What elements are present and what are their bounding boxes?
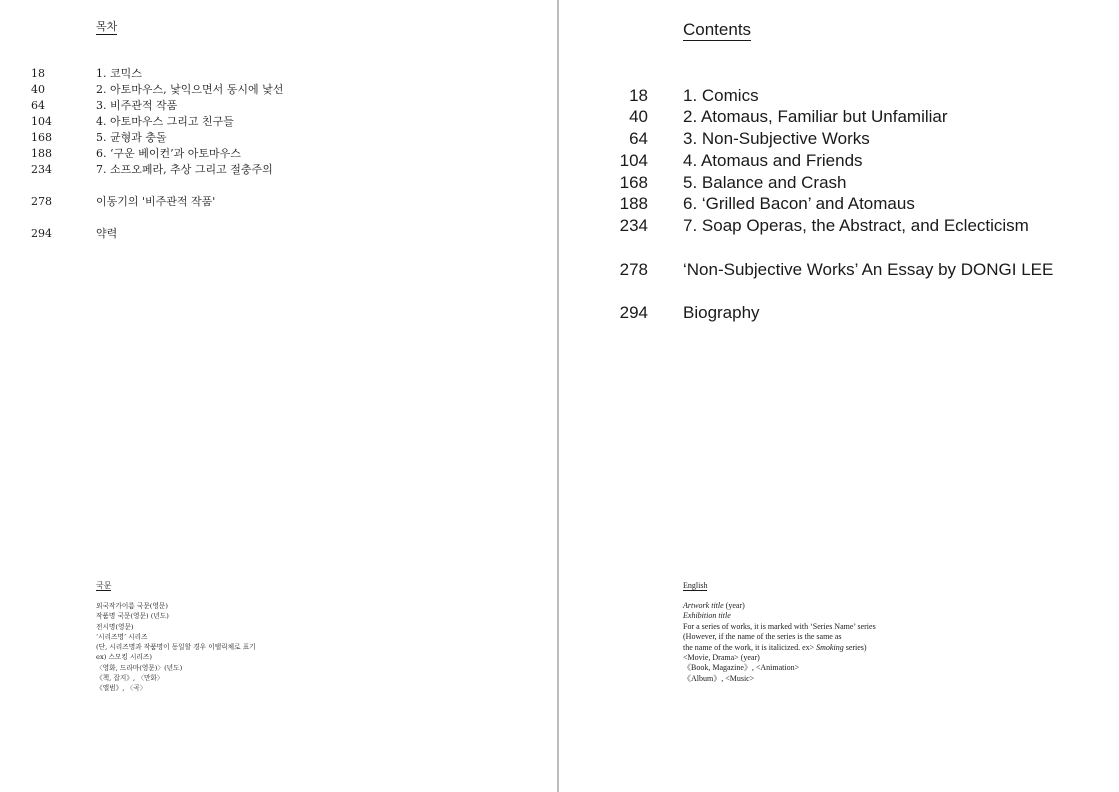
english-toc-title: Contents (683, 20, 752, 39)
korean-toc-page: 188 (31, 147, 52, 160)
english-toc-entry (560, 259, 1119, 281)
korean-toc-title-text: 이동기의 '비주관적 작품' (96, 195, 216, 208)
korean-notation-line: 외국작가이름 국문(영문) (96, 602, 168, 610)
korean-toc-page: 18 (31, 67, 45, 80)
english-toc-title-text: 3. Non-Subjective Works (683, 129, 870, 148)
korean-toc-title-text: 5. 균형과 충돌 (96, 131, 167, 144)
english-toc-page: 294 (619, 303, 648, 322)
korean-notation-line: 전시명(영문) (96, 622, 134, 631)
english-toc-page: 278 (619, 260, 648, 279)
english-toc-title-text: 7. Soap Operas, the Abstract, and Eclecticism (683, 216, 1029, 235)
english-toc-title-text: 2. Atomaus, Familiar but Unfamiliar (683, 107, 948, 126)
notation-book-line: 《Book, Magazine》, <Animation> (683, 663, 800, 673)
korean-notation-line: (단, 시리즈명과 작품명이 동일할 경우 이탤릭체로 표기 (96, 643, 256, 652)
korean-toc-entry (0, 131, 558, 147)
english-toc-entry (560, 106, 1119, 128)
korean-toc-entry (0, 163, 558, 179)
notation-italic-line (683, 643, 876, 653)
korean-page (0, 0, 558, 792)
korean-toc-title-text: 4. 아토마우스 그리고 친구들 (96, 115, 234, 128)
korean-notation-line: ex) 스모킹 시리즈) (96, 653, 152, 662)
korean-toc-title-text: 3. 비주관적 작품 (96, 99, 178, 112)
korean-toc-title-text: 2. 아토마우스, 낯익으면서 동시에 낯선 (96, 83, 284, 96)
korean-notation-line: 《앨범》, 〈곡〉 (96, 684, 147, 693)
korean-notation-line: ‘시리즈명’ 시리즈 (96, 632, 148, 641)
korean-toc-title-text: 약력 (96, 227, 118, 240)
english-toc-title-text: ‘Non-Subjective Works’ An Essay by DONGI LEE (683, 260, 1054, 279)
english-toc-title-text: Biography (683, 303, 760, 322)
korean-toc-title-text: 7. 소프오페라, 추상 그리고 절충주의 (96, 163, 273, 176)
english-toc-title-text: 6. ‘Grilled Bacon’ and Atomaus (683, 194, 915, 213)
artwork-title-example: Artwork title (683, 601, 724, 610)
notation-exhibition-line (683, 611, 876, 621)
korean-notation-line: 작품명 국문(영문) (년도) (96, 612, 169, 621)
english-toc-page: 104 (619, 151, 648, 170)
korean-toc-entry (0, 195, 558, 211)
korean-toc-entry (0, 227, 558, 243)
korean-toc-page: 40 (31, 83, 45, 96)
english-toc-page: 168 (619, 173, 648, 192)
english-toc-entry (560, 172, 1119, 194)
korean-toc-page: 278 (31, 195, 52, 208)
korean-toc-entry (0, 83, 558, 99)
korean-toc-page: 168 (31, 131, 52, 144)
korean-toc-entry (0, 99, 558, 115)
english-page (560, 0, 1119, 792)
exhibition-title-example: Exhibition title (683, 611, 731, 621)
english-notation-list (683, 601, 876, 684)
english-toc-entry (560, 193, 1119, 215)
english-toc-page: 40 (629, 107, 648, 126)
english-toc-entry (560, 85, 1119, 107)
korean-toc-page: 104 (31, 115, 52, 128)
korean-toc-entry (0, 67, 558, 83)
english-notation-title: English (683, 581, 708, 590)
notation-artwork-line (683, 601, 876, 611)
korean-toc-title-text: 6. ‘구운 베이컨’과 아토마우스 (96, 147, 241, 160)
korean-toc-title-text: 1. 코믹스 (96, 67, 142, 80)
english-toc-title-text: 4. Atomaus and Friends (683, 151, 863, 170)
notation-album-line: 《Album》, <Music> (683, 673, 755, 683)
korean-toc-page: 234 (31, 163, 52, 176)
korean-toc-title: 목차 (96, 20, 118, 33)
notation-movie-line: <Movie, Drama> (year) (683, 652, 760, 662)
italic-example: Smoking (816, 642, 844, 652)
italic-line-suffix: series) (843, 642, 867, 652)
english-toc-page: 18 (629, 86, 648, 105)
korean-notation-list (96, 601, 256, 694)
english-toc-page: 234 (619, 216, 648, 235)
korean-toc-entry (0, 115, 558, 131)
english-toc-entry (560, 128, 1119, 150)
english-toc-entry (560, 302, 1119, 324)
english-toc-title-text: 1. Comics (683, 86, 759, 105)
artwork-year-example: (year) (723, 601, 745, 610)
english-toc-page: 188 (619, 194, 648, 213)
english-toc-entry (560, 215, 1119, 237)
korean-notation-line: 〈영화, 드라마(영문)〉(년도) (96, 663, 183, 672)
korean-toc-page: 294 (31, 227, 52, 240)
korean-toc-entry (0, 147, 558, 163)
notation-series-line: For a series of works, it is marked with ‘Series Name’ series (683, 621, 876, 631)
english-toc-entry (560, 150, 1119, 172)
english-toc-title-text: 5. Balance and Crash (683, 173, 847, 192)
korean-notation-title: 국문 (96, 581, 112, 590)
korean-toc-page: 64 (31, 99, 45, 112)
italic-line-prefix: the name of the work, it is italicized. ex> (683, 642, 817, 652)
english-toc-page: 64 (629, 129, 648, 148)
korean-notation-line: 《책, 잡지》, 〈만화〉 (96, 674, 164, 683)
notation-however-line: (However, if the name of the series is the same as (683, 632, 842, 642)
